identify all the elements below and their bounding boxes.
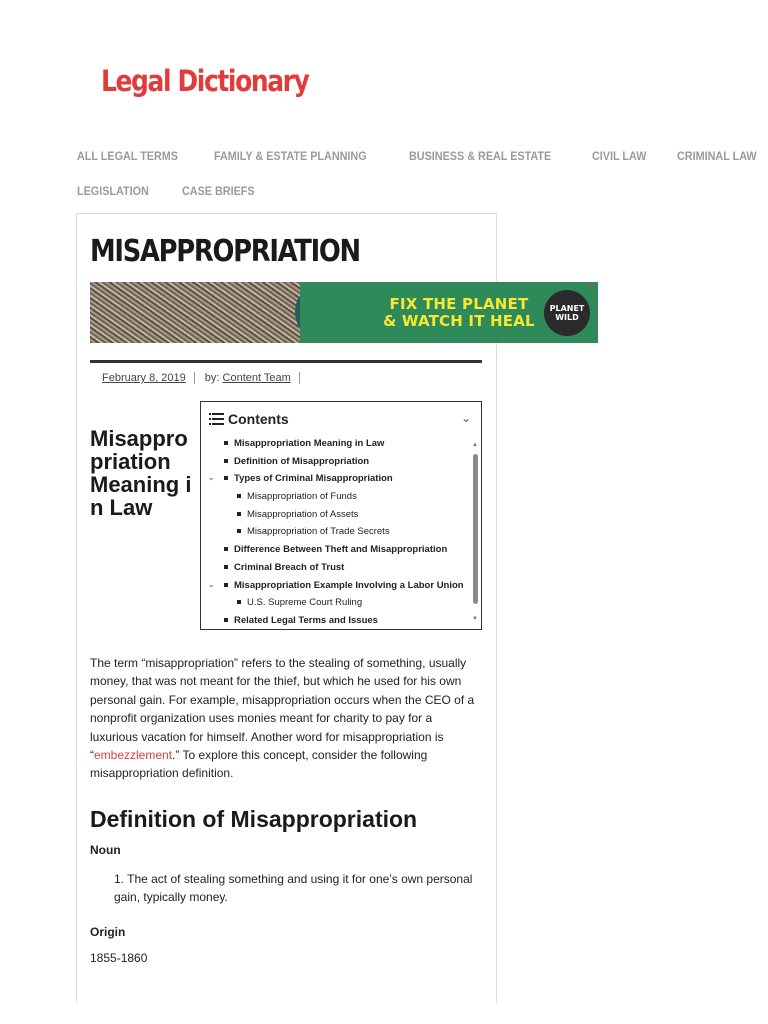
meta-separator — [194, 372, 195, 384]
toc-item[interactable]: U.S. Supreme Court Ruling — [201, 597, 469, 608]
toc-item[interactable]: Misappropriation of Trade Secrets — [201, 526, 469, 537]
toc-items — [201, 438, 469, 630]
chevron-down-icon[interactable]: ⌄ — [460, 411, 471, 425]
definition-heading: Definition of Misappropriation — [90, 806, 418, 832]
post-date-link[interactable]: February 8, 2019 — [102, 372, 186, 384]
ad-image — [90, 282, 300, 343]
nav-row-2 — [77, 173, 697, 208]
nav-item-all-legal-terms[interactable]: ALL LEGAL TERMS — [77, 148, 179, 163]
chevron-down-icon[interactable]: ⌄ — [208, 579, 215, 589]
intro-text-end: .” To explore this concept, consider the following misappropriation definition. — [90, 748, 428, 781]
author-link[interactable]: Content Team — [222, 372, 291, 384]
section-heading-meaning: Misappropriation Meaning in Law — [90, 426, 192, 520]
toc-item[interactable]: Misappropriation Meaning in Law — [201, 438, 469, 449]
nav-item-case-briefs[interactable]: CASE BRIEFS — [181, 183, 255, 198]
page-title: MISAPPROPRIATION — [90, 234, 360, 269]
toc-item[interactable]: Related Legal Terms and Issues — [201, 615, 469, 626]
meta-separator — [299, 372, 300, 384]
toc-header[interactable] — [209, 411, 289, 427]
toc-item-label: Misappropriation Example Involving a Labor Union — [234, 579, 464, 591]
scroll-up-icon[interactable]: ▲ — [472, 442, 478, 448]
toc-item[interactable] — [201, 473, 469, 484]
toc-item-label: Types of Criminal Misappropriation — [234, 473, 393, 485]
toc-item[interactable]: Misappropriation of Funds — [201, 491, 469, 502]
intro-text: The term “misappropriation” refers to the stealing of something, usually money, that was not meant for the thief, but which he used for his own personal gain. For example, misappropriation occurs when the CEO of a nonprofit organization uses monies meant for charity to pay for a luxurious vacation for himself. Another word for misappropriation is “ — [90, 656, 475, 763]
definition-item: 1. The act of stealing something and using it for one’s own personal gain, typically money. — [114, 872, 473, 904]
origin-value: 1855-1860 — [90, 951, 148, 965]
list-icon — [209, 413, 224, 426]
nav-item-civil-law[interactable]: CIVIL LAW — [591, 148, 647, 163]
toc-item[interactable]: Definition of Misappropriation — [201, 456, 469, 467]
nav-item-legislation[interactable]: LEGISLATION — [77, 183, 149, 198]
scroll-down-icon[interactable]: ▼ — [472, 616, 478, 622]
main-nav — [77, 138, 757, 208]
origin-label: Origin — [90, 925, 126, 939]
toc-item[interactable]: Misappropriation of Assets — [201, 509, 469, 520]
ad-text — [383, 296, 535, 330]
ad-message-panel — [300, 282, 598, 343]
toc-item[interactable]: Criminal Breach of Trust — [201, 562, 469, 573]
title-divider — [90, 360, 482, 363]
ad-line-2: & WATCH IT HEAL — [383, 311, 535, 330]
nav-item-criminal-law[interactable]: CRIMINAL LAW — [677, 148, 757, 163]
ad-logo — [544, 290, 590, 336]
nav-row-1 — [77, 138, 757, 173]
post-meta — [102, 372, 310, 384]
toc-item[interactable] — [201, 580, 469, 591]
embezzlement-link[interactable]: embezzlement — [94, 748, 173, 763]
ad-logo-line-2: WILD — [555, 313, 579, 322]
toc-scrollbar[interactable] — [473, 442, 478, 622]
ad-close-icon[interactable]: ✕ — [588, 283, 595, 292]
toc-item[interactable]: Difference Between Theft and Misappropriation — [201, 544, 469, 555]
ad-banner[interactable] — [90, 282, 598, 343]
table-of-contents — [200, 401, 482, 630]
by-label: by: — [204, 372, 220, 384]
nav-item-business-real-estate[interactable]: BUSINESS & REAL ESTATE — [408, 148, 552, 163]
nav-item-family-estate-planning[interactable]: FAMILY & ESTATE PLANNING — [214, 148, 367, 163]
toc-title: Contents — [228, 411, 289, 427]
noun-label: Noun — [90, 843, 121, 857]
scrollbar-thumb[interactable] — [473, 454, 478, 604]
ad-logo-line-1: PLANET — [549, 304, 585, 313]
site-title[interactable]: Legal Dictionary — [101, 64, 309, 98]
chevron-down-icon[interactable]: ⌄ — [208, 473, 215, 483]
ad-line-1: FIX THE PLANET — [389, 294, 529, 313]
intro-paragraph — [90, 654, 482, 783]
